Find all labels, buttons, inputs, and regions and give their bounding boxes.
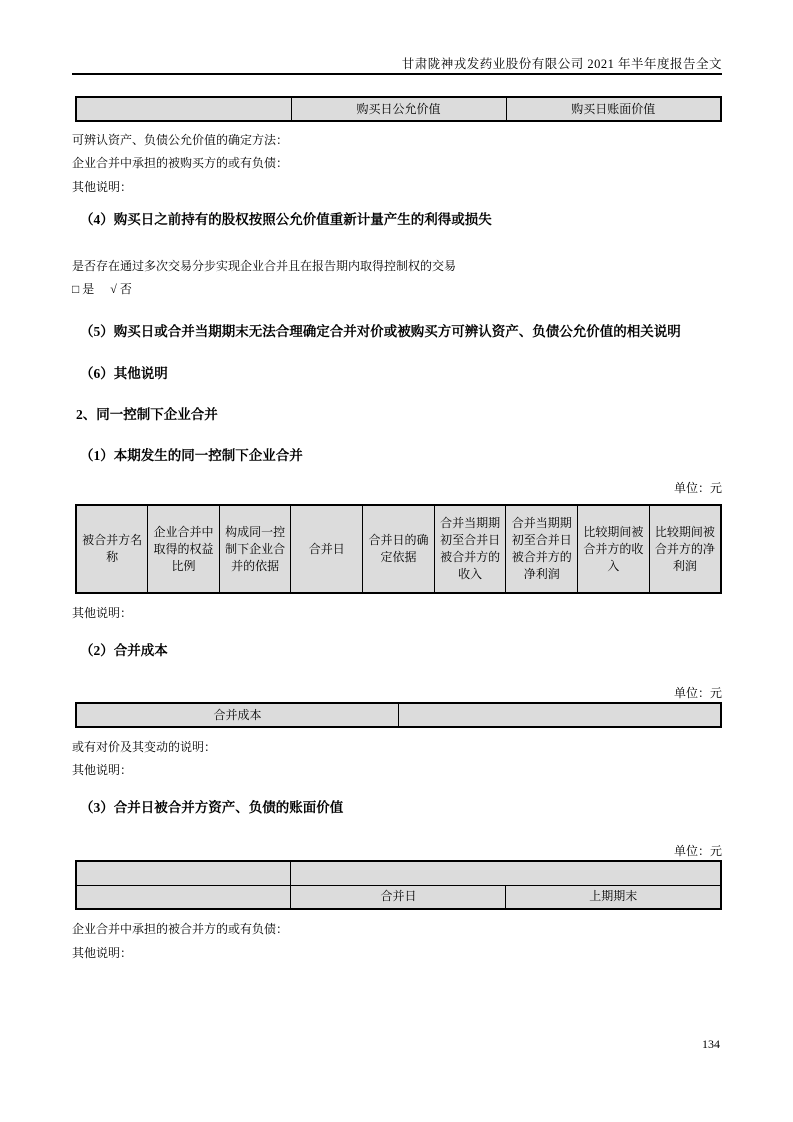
unit-label-2: 单位：元 <box>673 686 722 700</box>
merger-table-header-date-basis: 合并日的确定依据 <box>363 505 435 593</box>
fair-value-table <box>75 96 722 122</box>
merger-table-header-comparative-net-profit: 比较期间被合并方的净利润 <box>649 505 721 593</box>
section-2-1-title: （1）本期发生的同一控制下企业合并 <box>80 448 303 463</box>
purchased-contingent-liabilities-text: 企业合并中承担的被购买方的或有负债： <box>72 156 289 170</box>
other-notes-text-3: 其他说明： <box>72 763 133 777</box>
section-5-title: （5）购买日或合并当期期末无法合理确定合并对价或被购买方可辨认资产、负债公允价值的相关说明 <box>80 324 681 339</box>
step-acquisition-question-text: 是否存在通过多次交易分步实现企业合并且在报告期内取得控制权的交易 <box>72 259 457 273</box>
section-4-title: （4）购买日之前持有的股权按照公允价值重新计量产生的利得或损失 <box>80 212 492 227</box>
merger-table-header-net-profit-to-date: 合并当期期初至合并日被合并方的净利润 <box>506 505 578 593</box>
merger-table-header-equity-ratio: 企业合并中取得的权益比例 <box>148 505 220 593</box>
book-value-table-row-1 <box>76 861 721 885</box>
fair-value-table-label-cell <box>76 97 291 121</box>
merger-table <box>75 504 722 594</box>
book-value-table-corner-cell <box>76 861 291 885</box>
cost-table <box>75 702 722 728</box>
book-value-table-merger-date-header: 合并日 <box>291 885 506 909</box>
book-value-table-label-cell <box>76 885 291 909</box>
page-number: 134 <box>702 1037 720 1051</box>
fair-value-method-text: 可辨认资产、负债公允价值的确定方法： <box>72 133 289 147</box>
merger-table-header-row <box>76 505 721 593</box>
section-2-3-title: （3）合并日被合并方资产、负债的账面价值 <box>80 800 344 815</box>
other-notes-text-1: 其他说明： <box>72 180 133 194</box>
section-2-title: 2、同一控制下企业合并 <box>76 407 218 422</box>
cost-table-header-cell: 合并成本 <box>76 703 399 727</box>
book-value-table-row-2 <box>76 885 721 909</box>
merger-table-header-merged-party: 被合并方名称 <box>76 505 148 593</box>
check-mark-icon: √ <box>110 282 117 296</box>
merged-contingent-liabilities-text: 企业合并中承担的被合并方的或有负债： <box>72 922 289 936</box>
cost-table-value-cell <box>399 703 722 727</box>
unit-label-1: 单位：元 <box>673 481 722 495</box>
section-6-title: （6）其他说明 <box>80 366 168 381</box>
contingent-consideration-text: 或有对价及其变动的说明： <box>72 740 217 754</box>
merger-table-header-comparative-income: 比较期间被合并方的收入 <box>578 505 650 593</box>
cost-table-row <box>76 703 721 727</box>
merger-table-header-income-to-date: 合并当期期初至合并日被合并方的收入 <box>434 505 506 593</box>
unit-label-3: 单位：元 <box>673 844 722 858</box>
other-notes-text-2: 其他说明： <box>72 606 133 620</box>
checkbox-unchecked-icon: □ <box>72 282 80 296</box>
book-value-table <box>75 860 722 910</box>
section-2-2-title: （2）合并成本 <box>80 643 168 658</box>
other-notes-text-4: 其他说明： <box>72 946 133 960</box>
answer-no-label: 否 <box>119 282 132 296</box>
merger-table-header-merger-date: 合并日 <box>291 505 363 593</box>
header-rule <box>72 73 722 75</box>
book-value-table-prior-period-header: 上期期末 <box>506 885 721 909</box>
step-acquisition-answer-line <box>72 280 722 298</box>
fair-value-table-book-value-header: 购买日账面价值 <box>506 97 721 121</box>
book-value-table-merged-cell <box>291 861 721 885</box>
fair-value-table-fair-value-header: 购买日公允价值 <box>291 97 506 121</box>
table-row <box>76 97 721 121</box>
merger-table-header-basis-same-control: 构成同一控制下企业合并的依据 <box>219 505 291 593</box>
header-title: 甘肃陇神戎发药业股份有限公司 2021 年半年度报告全文 <box>401 57 722 71</box>
answer-yes-label: 是 <box>82 282 95 296</box>
